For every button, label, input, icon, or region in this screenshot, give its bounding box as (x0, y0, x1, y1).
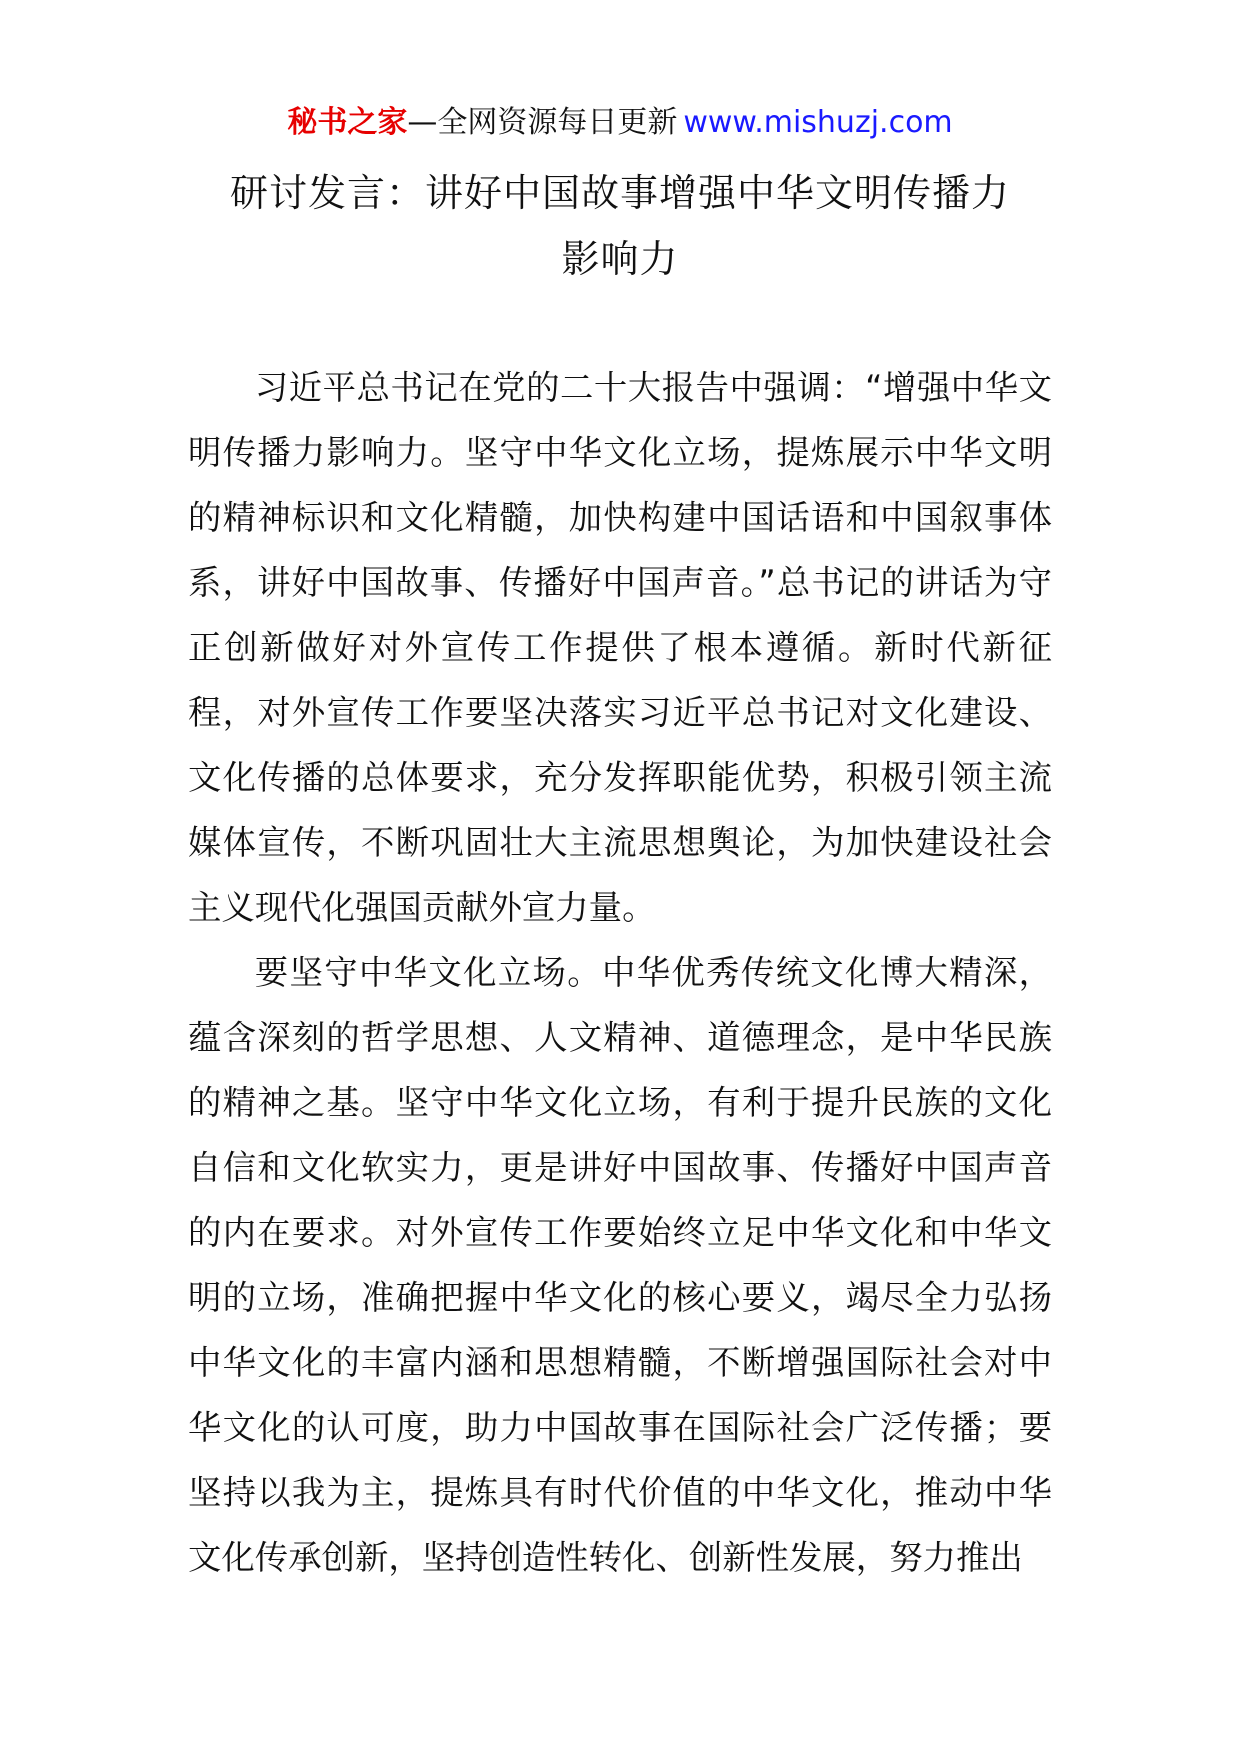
brand-name: 秘书之家 (287, 105, 408, 140)
site-url-link[interactable]: www.mishuzj.com (683, 105, 953, 140)
body-paragraph-2: 要坚守中华文化立场。中华优秀传统文化博大精深，蕴含深刻的哲学思想、人文精神、道德理念，是中华民族的精神之基。坚守中华文化立场，有利于提升民族的文化自信和文化软实力，更是讲好中国故事、传播好中国声音的内在要求。对外宣传工作要始终立足中华文化和中华文明的立场，准确把握中华文化的核心要义，竭尽全力弘扬中华文化的丰富内涵和思想精髓，不断增强国际社会对中华文化的认可度，助力中国故事在国际社会广泛传播；要坚持以我为主，提炼具有时代价值的中华文化，推动中华文化传承创新，坚持创造性转化、创新性发展，努力推出 (188, 953, 1052, 1577)
site-header (0, 101, 1240, 145)
header-tagline: —全网资源每日更新 (407, 105, 678, 140)
title-line-2: 影响力 (561, 237, 679, 281)
title-line-1: 研讨发言：讲好中国故事增强中华文明传播力 (229, 171, 1010, 215)
document-body (188, 355, 1052, 1590)
body-paragraph-1: 习近平总书记在党的二十大报告中强调：“增强中华文明传播力影响力。坚守中华文化立场，提炼展示中华文明的精神标识和文化精髓，加快构建中国话语和中国叙事体系，讲好中国故事、传播好中国声音。”总书记的讲话为守正创新做好对外宣传工作提供了根本遵循。新时代新征程，对外宣传工作要坚决落实习近平总书记对文化建设、文化传播的总体要求，充分发挥职能优势，积极引领主流媒体宣传，不断巩固壮大主流思想舆论，为加快建设社会主义现代化强国贡献外宣力量。 (188, 368, 1052, 927)
document-title (160, 160, 1080, 292)
